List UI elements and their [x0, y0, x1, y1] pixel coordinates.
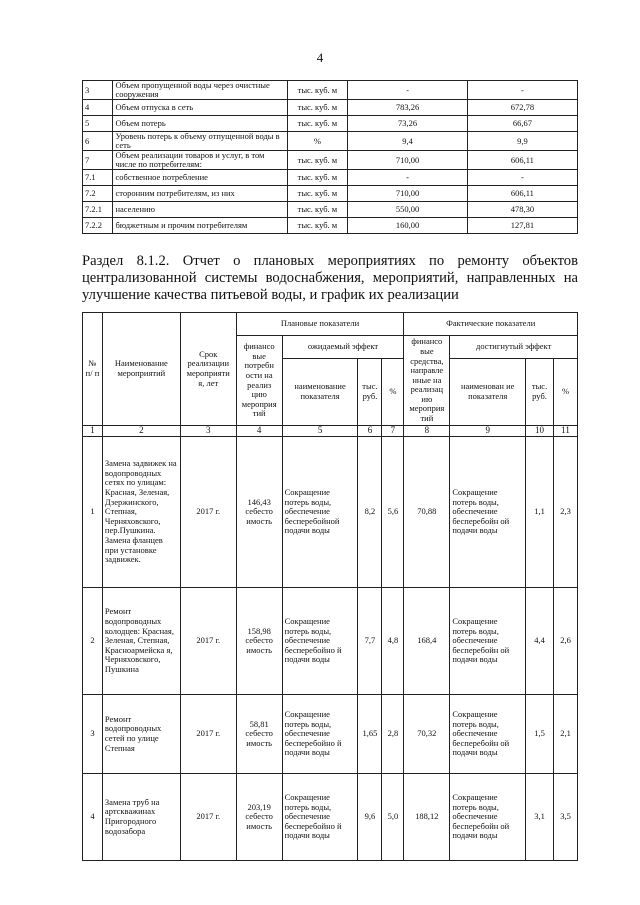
plan-value: - — [348, 81, 468, 100]
column-number: 4 — [236, 426, 282, 437]
expected-pct: 2,8 — [382, 695, 404, 774]
column-number: 6 — [358, 426, 382, 437]
fact-value: 478,30 — [467, 202, 577, 218]
unit: тыс. куб. м — [287, 202, 348, 218]
activity-term: 2017 г. — [180, 437, 236, 588]
achieved-thous: 1,5 — [526, 695, 554, 774]
table-row — [83, 186, 578, 202]
table-row — [83, 774, 578, 861]
column-number: 3 — [180, 426, 236, 437]
plan-financing: 158,98 себесто имость — [236, 588, 282, 695]
achieved-effect: Сокращение потерь воды, обеспечение бесперебойн ой подачи воды — [450, 588, 526, 695]
activity-name: Замена труб на артскважинах Пригородного водозабора — [102, 774, 180, 861]
activity-name: Замена задвижек на водопроводных сетях по улицам: Красная, Зеленая, Дзержинского, Степная, Черняховского, пер.Пушкина. Замена фланцев при установке задвижек. — [102, 437, 180, 588]
unit: тыс. куб. м — [287, 100, 348, 116]
fact-value: 606,11 — [467, 186, 577, 202]
activity-number: 1 — [83, 437, 103, 588]
indicator-name: Объем реализации товаров и услуг, в том числе по потребителям: — [113, 151, 287, 170]
achieved-pct: 2,1 — [554, 695, 578, 774]
indicator-name: Объем потерь — [113, 116, 287, 132]
row-number: 7.2.1 — [83, 202, 113, 218]
column-number: 1 — [83, 426, 103, 437]
row-number: 3 — [83, 81, 113, 100]
fact-value: - — [467, 170, 577, 186]
hdr-fact-fin: финансо вые средства, направле нные на реализац ию мероприя тий — [404, 336, 450, 426]
achieved-effect: Сокращение потерь воды, обеспечение бесперебойн ой подачи воды — [450, 774, 526, 861]
summary-table — [82, 80, 578, 234]
row-number: 4 — [83, 100, 113, 116]
indicator-name: Объем пропущенной воды через очистные сооружения — [113, 81, 287, 100]
hdr-fact: Фактические показатели — [404, 313, 578, 336]
column-number: 9 — [450, 426, 526, 437]
table-row — [83, 695, 578, 774]
hdr-plan-fin: финансо вые потребн ости на реализ цию мероприя тий — [236, 336, 282, 426]
fact-value: 606,11 — [467, 151, 577, 170]
table-row — [83, 100, 578, 116]
expected-thous: 9,6 — [358, 774, 382, 861]
table-row — [83, 588, 578, 695]
plan-value: 73,26 — [348, 116, 468, 132]
hdr-expected: ожидаемый эффект — [282, 336, 404, 359]
activity-name: Ремонт водопроводных сетей по улице Степная — [102, 695, 180, 774]
expected-effect: Сокращение потерь воды, обеспечение бесперебойно й подачи воды — [282, 774, 358, 861]
plan-value: 710,00 — [348, 186, 468, 202]
plan-financing: 146,43 себесто имость — [236, 437, 282, 588]
table-row — [83, 116, 578, 132]
achieved-effect: Сокращение потерь воды, обеспечение бесперебойн ой подачи воды — [450, 695, 526, 774]
hdr-term: Срок реализации мероприяти я, лет — [180, 313, 236, 426]
plan-value: 710,00 — [348, 151, 468, 170]
activity-number: 3 — [83, 695, 103, 774]
table-row — [83, 202, 578, 218]
column-number: 8 — [404, 426, 450, 437]
column-number: 7 — [382, 426, 404, 437]
plan-value: - — [348, 170, 468, 186]
activity-number: 2 — [83, 588, 103, 695]
column-numbers-row — [83, 426, 578, 437]
column-number: 5 — [282, 426, 358, 437]
achieved-pct: 3,5 — [554, 774, 578, 861]
table-row — [83, 132, 578, 151]
hdr-pct2: % — [554, 359, 578, 426]
activity-term: 2017 г. — [180, 588, 236, 695]
row-number: 6 — [83, 132, 113, 151]
indicator-name: Уровень потерь к объему отпущенной воды в сеть — [113, 132, 287, 151]
hdr-ind-name: наименование показателя — [282, 359, 358, 426]
column-number: 2 — [102, 426, 180, 437]
plan-value: 783,26 — [348, 100, 468, 116]
achieved-effect: Сокращение потерь воды, обеспечение бесперебойн ой подачи воды — [450, 437, 526, 588]
fact-value: 9,9 — [467, 132, 577, 151]
hdr-thous: тыс. руб. — [358, 359, 382, 426]
page-number: 4 — [316, 50, 324, 65]
column-number: 10 — [526, 426, 554, 437]
activity-name: Ремонт водопроводных колодцев: Красная, Зеленая, Степная, Красноармейска я, Черняховского, Пушкина — [102, 588, 180, 695]
table-row — [83, 170, 578, 186]
achieved-thous: 1,1 — [526, 437, 554, 588]
unit: тыс. куб. м — [287, 186, 348, 202]
table-row — [83, 151, 578, 170]
activity-term: 2017 г. — [180, 774, 236, 861]
unit: тыс. куб. м — [287, 170, 348, 186]
expected-thous: 8,2 — [358, 437, 382, 588]
fact-value: 672,78 — [467, 100, 577, 116]
achieved-thous: 3,1 — [526, 774, 554, 861]
expected-effect: Сокращение потерь воды, обеспечение бесперебойно й подачи воды — [282, 695, 358, 774]
activities-table — [82, 312, 578, 861]
expected-pct: 4,8 — [382, 588, 404, 695]
expected-effect: Сокращение потерь воды, обеспечение бесперебойно й подачи воды — [282, 588, 358, 695]
hdr-ind-name2: наименован ие показателя — [450, 359, 526, 426]
fact-value: 66,67 — [467, 116, 577, 132]
row-number: 7 — [83, 151, 113, 170]
hdr-name: Наименование мероприятий — [102, 313, 180, 426]
hdr-num: № п/ п — [83, 313, 103, 426]
achieved-pct: 2,6 — [554, 588, 578, 695]
activity-number: 4 — [83, 774, 103, 861]
plan-value: 9,4 — [348, 132, 468, 151]
unit: тыс. куб. м — [287, 81, 348, 100]
fact-financing: 188,12 — [404, 774, 450, 861]
indicator-name: Объем отпуска в сеть — [113, 100, 287, 116]
plan-financing: 58,81 себесто имость — [236, 695, 282, 774]
unit: % — [287, 132, 348, 151]
row-number: 7.2 — [83, 186, 113, 202]
plan-financing: 203,19 себесто имость — [236, 774, 282, 861]
hdr-achieved: достигнутый эффект — [450, 336, 578, 359]
expected-thous: 1,65 — [358, 695, 382, 774]
hdr-pct: % — [382, 359, 404, 426]
expected-pct: 5,6 — [382, 437, 404, 588]
row-number: 7.1 — [83, 170, 113, 186]
expected-pct: 5,0 — [382, 774, 404, 861]
column-number: 11 — [554, 426, 578, 437]
unit: тыс. куб. м — [287, 116, 348, 132]
achieved-pct: 2,3 — [554, 437, 578, 588]
fact-value: 127,81 — [467, 218, 577, 234]
fact-value: - — [467, 81, 577, 100]
expected-thous: 7,7 — [358, 588, 382, 695]
indicator-name: сторонним потребителям, из них — [113, 186, 287, 202]
hdr-thous2: тыс. руб. — [526, 359, 554, 426]
hdr-plan: Плановые показатели — [236, 313, 404, 336]
row-number: 7.2.2 — [83, 218, 113, 234]
table-row — [83, 81, 578, 100]
plan-value: 160,00 — [348, 218, 468, 234]
indicator-name: бюджетным и прочим потребителям — [113, 218, 287, 234]
fact-financing: 70,32 — [404, 695, 450, 774]
expected-effect: Сокращение потерь воды, обеспечение бесперебойной подачи воды — [282, 437, 358, 588]
fact-financing: 70,88 — [404, 437, 450, 588]
indicator-name: собственное потребление — [113, 170, 287, 186]
activity-term: 2017 г. — [180, 695, 236, 774]
table-row — [83, 437, 578, 588]
fact-financing: 168,4 — [404, 588, 450, 695]
row-number: 5 — [83, 116, 113, 132]
unit: тыс. куб. м — [287, 218, 348, 234]
unit: тыс. куб. м — [287, 151, 348, 170]
table-row — [83, 218, 578, 234]
plan-value: 550,00 — [348, 202, 468, 218]
achieved-thous: 4,4 — [526, 588, 554, 695]
section-heading: Раздел 8.1.2. Отчет о плановых мероприятиях по ремонту объектов централизованной системы водоснабжения, мероприятий, направленных на улучшение качества питьевой воды, и график их реализации — [82, 253, 578, 303]
indicator-name: населению — [113, 202, 287, 218]
